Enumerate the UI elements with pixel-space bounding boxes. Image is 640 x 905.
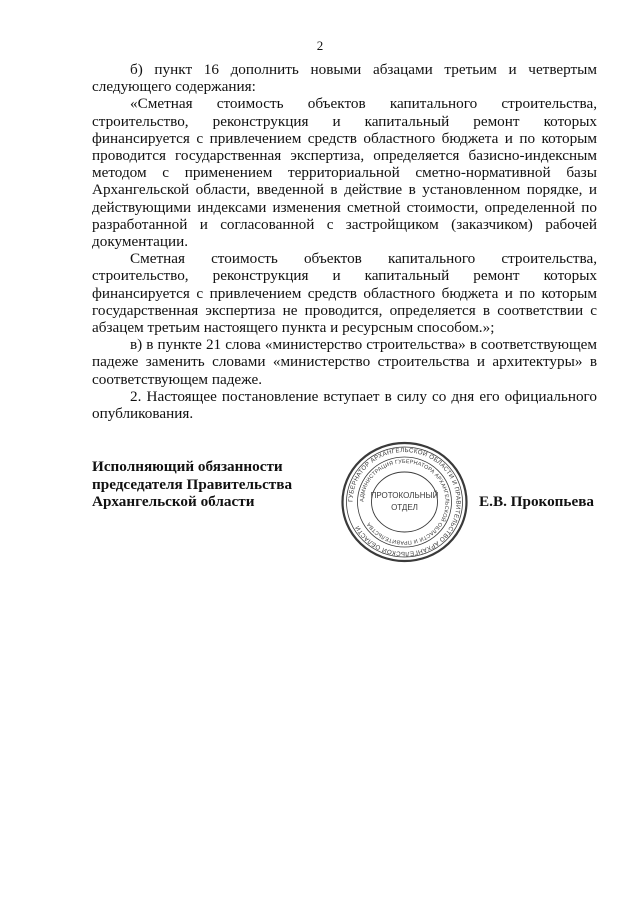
paragraph-item-v: в) в пункте 21 слова «министерство строительства» в соответствующем падеже заменить словами «министерство строительства и архитектуры» в соответствующем падеже. <box>92 336 597 388</box>
signatory-position-line: Архангельской области <box>92 493 255 511</box>
paragraph-quote-cost-with-expertise: «Сметная стоимость объектов капитального строительства, строительство, реконструкция и капитальный ремонт которых финансируется с привлечением средств областного бюджета и по которым проводится государственная экспертиза, определяется базисно-индексным методом с применением территориальной сметно-нормативной базы Архангельской области, введенной в действие в установленном порядке, и действующими индексами изменения сметной стоимости, определенной по разработанной и согласованной с застройщиком (заказчиком) рабочей документации. <box>92 95 597 251</box>
signatory-position-line: председателя Правительства <box>92 475 293 493</box>
official-seal-stamp <box>338 438 471 566</box>
seal-inner-ring-text: АДМИНИСТРАЦИЯ ГУБЕРНАТОРА АРХАНГЕЛЬСКОЙ ОБЛАСТИ И ПРАВИТЕЛЬСТВА <box>359 458 450 546</box>
seal-center-subtitle: ОТДЕЛ <box>391 503 418 512</box>
paragraph-quote-cost-without-expertise: Сметная стоимость объектов капитального строительства, строительство, реконструкция и капитальный ремонт которых финансируется с привлечением средств областного бюджета и по которым государственная экспертиза не проводится, определяется в соответствии с абзацем третьим настоящего пункта и ресурсным способом.»; <box>92 250 597 337</box>
document-body <box>92 61 597 422</box>
seal-center-title: ПРОТОКОЛЬНЫЙ <box>370 491 439 500</box>
seal-outer-ring-text: ГУБЕРНАТОР АРХАНГЕЛЬСКОЙ ОБЛАСТИ И ПРАВИТЕЛЬСТВО АРХАНГЕЛЬСКОЙ ОБЛАСТИ <box>347 446 462 558</box>
signatory-position <box>92 458 292 511</box>
signatory-name: Е.В. Прокопьева <box>479 493 594 510</box>
paragraph-item-b: б) пункт 16 дополнить новыми абзацами третьим и четвертым следующего содержания: <box>92 61 597 96</box>
signatory-position-line: Исполняющий обязанности <box>92 458 283 475</box>
paragraph-effective-date: 2. Настоящее постановление вступает в силу со дня его официального опубликования. <box>92 387 597 423</box>
page-number: 2 <box>316 38 324 53</box>
